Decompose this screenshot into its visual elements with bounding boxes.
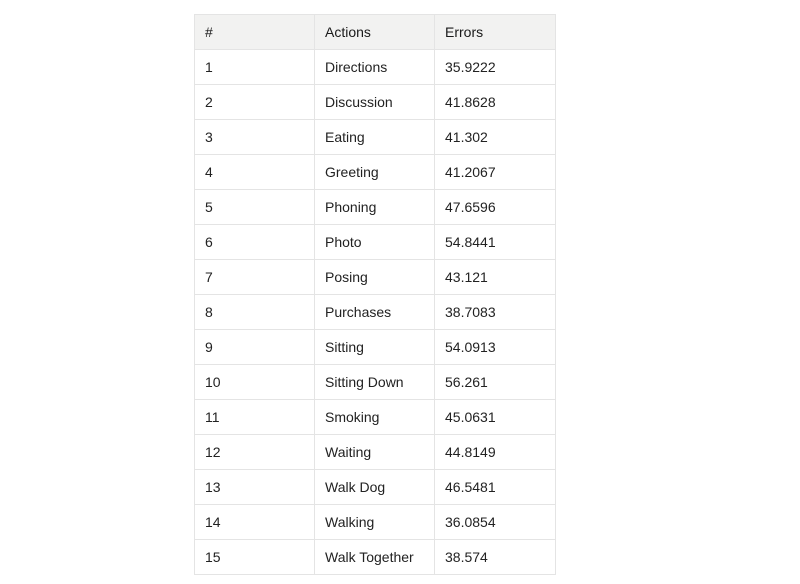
cell-action: Smoking bbox=[315, 400, 435, 435]
cell-index: 14 bbox=[195, 505, 315, 540]
cell-action: Photo bbox=[315, 225, 435, 260]
cell-error: 41.8628 bbox=[435, 85, 556, 120]
cell-error: 44.8149 bbox=[435, 435, 556, 470]
table-row bbox=[195, 330, 556, 365]
table-row bbox=[195, 540, 556, 575]
cell-error: 41.2067 bbox=[435, 155, 556, 190]
cell-index: 7 bbox=[195, 260, 315, 295]
cell-error: 47.6596 bbox=[435, 190, 556, 225]
cell-index: 4 bbox=[195, 155, 315, 190]
cell-action: Greeting bbox=[315, 155, 435, 190]
column-header-errors: Errors bbox=[435, 15, 556, 50]
table-row bbox=[195, 155, 556, 190]
cell-index: 8 bbox=[195, 295, 315, 330]
cell-action: Waiting bbox=[315, 435, 435, 470]
errors-table bbox=[194, 14, 556, 575]
table-row bbox=[195, 295, 556, 330]
cell-error: 56.261 bbox=[435, 365, 556, 400]
table-row bbox=[195, 120, 556, 155]
cell-index: 1 bbox=[195, 50, 315, 85]
cell-error: 46.5481 bbox=[435, 470, 556, 505]
cell-action: Sitting Down bbox=[315, 365, 435, 400]
cell-index: 15 bbox=[195, 540, 315, 575]
table-header-row bbox=[195, 15, 556, 50]
cell-action: Walk Together bbox=[315, 540, 435, 575]
cell-index: 2 bbox=[195, 85, 315, 120]
column-header-index: # bbox=[195, 15, 315, 50]
table-row bbox=[195, 505, 556, 540]
cell-index: 6 bbox=[195, 225, 315, 260]
cell-index: 9 bbox=[195, 330, 315, 365]
cell-index: 11 bbox=[195, 400, 315, 435]
table-row bbox=[195, 260, 556, 295]
cell-action: Purchases bbox=[315, 295, 435, 330]
cell-error: 38.574 bbox=[435, 540, 556, 575]
cell-error: 35.9222 bbox=[435, 50, 556, 85]
cell-error: 38.7083 bbox=[435, 295, 556, 330]
table-row bbox=[195, 435, 556, 470]
cell-action: Walk Dog bbox=[315, 470, 435, 505]
cell-error: 41.302 bbox=[435, 120, 556, 155]
table-row bbox=[195, 470, 556, 505]
table-row bbox=[195, 50, 556, 85]
cell-action: Eating bbox=[315, 120, 435, 155]
cell-action: Discussion bbox=[315, 85, 435, 120]
cell-error: 54.8441 bbox=[435, 225, 556, 260]
cell-action: Posing bbox=[315, 260, 435, 295]
cell-error: 45.0631 bbox=[435, 400, 556, 435]
table-row bbox=[195, 85, 556, 120]
cell-action: Phoning bbox=[315, 190, 435, 225]
cell-action: Walking bbox=[315, 505, 435, 540]
cell-action: Directions bbox=[315, 50, 435, 85]
cell-index: 5 bbox=[195, 190, 315, 225]
cell-index: 3 bbox=[195, 120, 315, 155]
table-row bbox=[195, 400, 556, 435]
cell-error: 43.121 bbox=[435, 260, 556, 295]
table-row bbox=[195, 365, 556, 400]
cell-error: 54.0913 bbox=[435, 330, 556, 365]
cell-index: 13 bbox=[195, 470, 315, 505]
column-header-actions: Actions bbox=[315, 15, 435, 50]
cell-action: Sitting bbox=[315, 330, 435, 365]
cell-error: 36.0854 bbox=[435, 505, 556, 540]
cell-index: 12 bbox=[195, 435, 315, 470]
table-row bbox=[195, 190, 556, 225]
table-row bbox=[195, 225, 556, 260]
cell-index: 10 bbox=[195, 365, 315, 400]
